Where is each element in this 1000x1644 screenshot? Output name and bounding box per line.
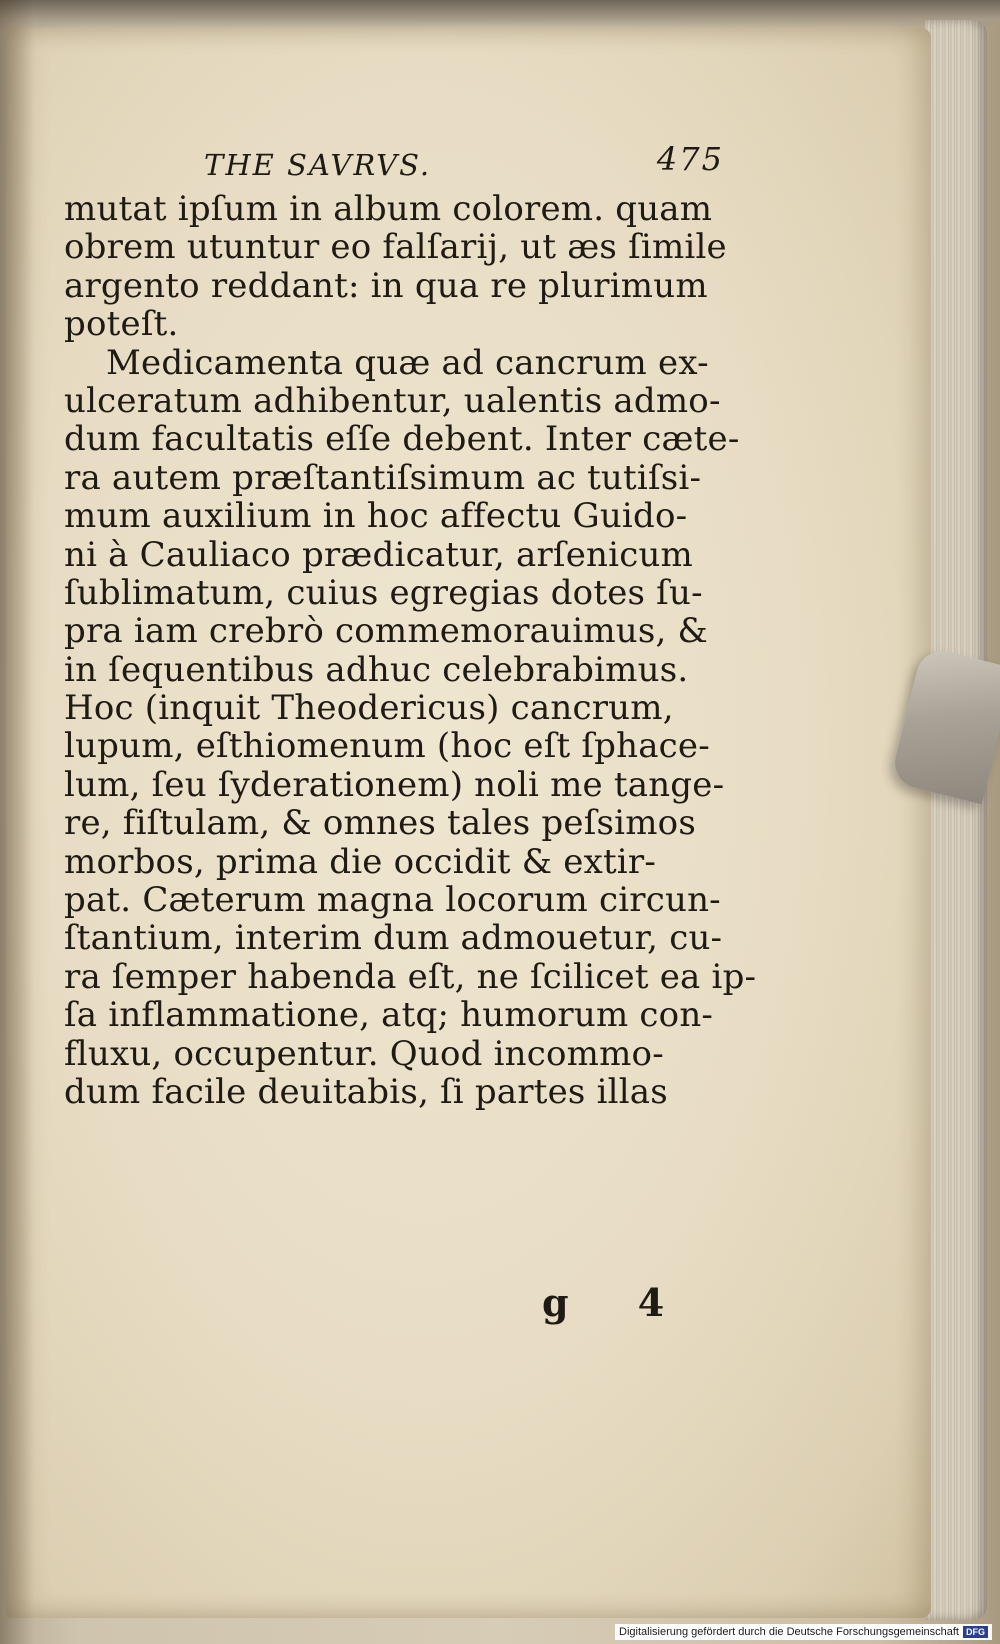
- text-line: lupum, eſthiomenum (hoc eſt ſphace-: [64, 726, 710, 767]
- text-line: in ſequentibus adhuc celebrabimus.: [64, 649, 689, 690]
- text-line: Medicamenta quæ ad cancrum ex-: [106, 342, 709, 383]
- text-line: ulceratum adhibentur, ualentis admo-: [64, 380, 721, 421]
- text-line: poteſt.: [64, 304, 179, 345]
- page-number: 475: [656, 140, 724, 178]
- text-line: morbos, prima die occidit & extir-: [64, 841, 657, 882]
- text-line: ſublimatum, cuius egregias dotes ſu-: [64, 572, 703, 613]
- text-line: mum auxilium in hoc affectu Guido-: [64, 496, 688, 537]
- text-line: ſtantium, interim dum admouetur, cu-: [64, 918, 723, 959]
- text-line: dum facile deuitabis, ſi partes illas: [64, 1071, 668, 1112]
- text-line: Hoc (inquit Theodericus) cancrum,: [64, 688, 674, 729]
- text-line: mutat ipſum in album colorem. quam: [64, 189, 713, 229]
- running-head: [64, 140, 724, 190]
- text-line: re, fiſtulam, & omnes tales peſsimos: [64, 803, 696, 844]
- text-line: ſa inflammatione, atq; humorum con-: [64, 995, 714, 1036]
- text-line: pra iam crebrò commemorauimus, &: [64, 611, 708, 652]
- body-text: [64, 189, 757, 1112]
- text-line: ni à Cauliaco prædicatur, arſenicum: [64, 534, 693, 575]
- dfg-logo-icon: DFG: [963, 1626, 988, 1638]
- text-line: fluxu, occupentur. Quod incommo-: [64, 1033, 664, 1074]
- signature-mark: g 4: [542, 1280, 693, 1325]
- page-edges: [925, 20, 987, 1620]
- text-line: dum facultatis eſſe debent. Inter cæte-: [64, 419, 740, 460]
- page-content: [64, 140, 757, 1325]
- text-line: ra ſemper habenda eſt, ne ſcilicet ea ip-: [64, 956, 757, 997]
- footer-credit: Digitalisierung gefördert durch die Deutsche Forschungsgemeinschaft: [619, 1626, 959, 1638]
- running-title: THE SAVRVS.: [204, 148, 432, 182]
- dfg-footer: [615, 1624, 992, 1640]
- text-line: obrem utuntur eo falſarij, ut æs ſimile: [64, 227, 727, 268]
- text-line: pat. Cæterum magna locorum circun-: [64, 880, 721, 921]
- spine-shadow: [0, 0, 34, 1644]
- text-line: ra autem præſtantiſsimum ac tutiſsi-: [64, 457, 702, 498]
- text-line: argento reddant: in qua re plurimum: [64, 265, 708, 306]
- text-line: lum, ſeu ſyderationem) noli me tange-: [64, 764, 725, 805]
